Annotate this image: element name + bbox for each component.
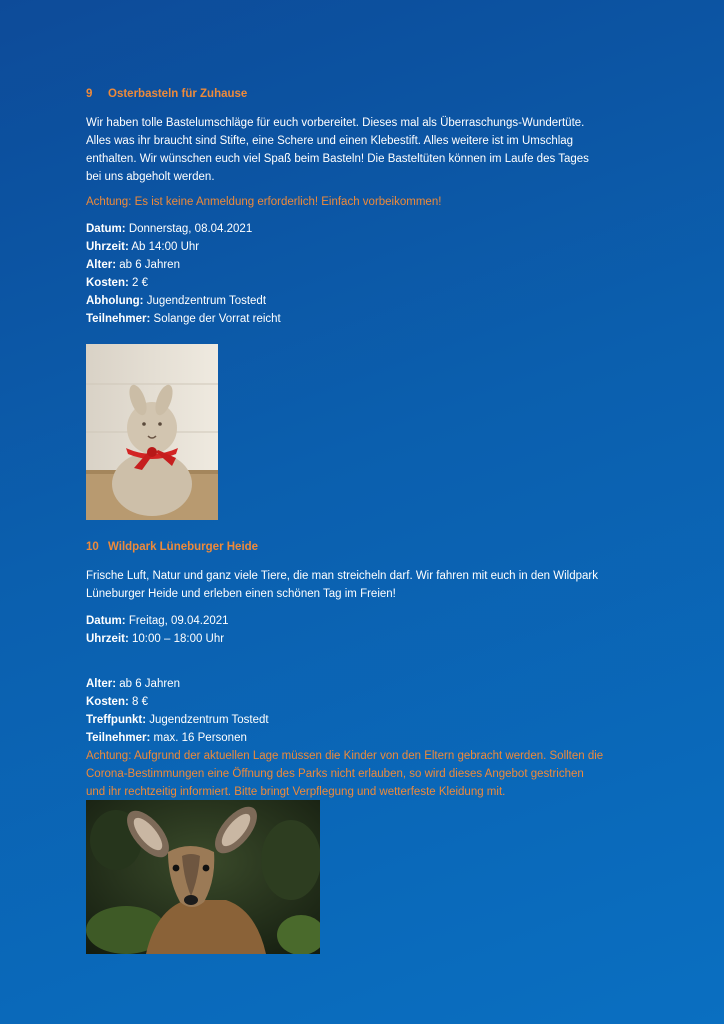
section-10-heading (86, 541, 258, 553)
detail-row-time (86, 630, 229, 648)
section-10-number: 10 (86, 541, 99, 553)
detail-label: Alter: (86, 678, 117, 690)
detail-label: Datum: (86, 223, 126, 235)
section-10-notice (86, 747, 603, 801)
detail-label: Datum: (86, 615, 126, 627)
detail-value: Solange der Vorrat reicht (153, 313, 281, 325)
easter-bunny-photo (86, 344, 218, 520)
detail-row-cost (86, 693, 603, 711)
section-9-details (86, 220, 281, 328)
detail-row-time (86, 238, 281, 256)
detail-row-date (86, 612, 229, 630)
detail-row-age (86, 675, 603, 693)
notice-line: Achtung: Aufgrund der aktuellen Lage müssen die Kinder von den Eltern gebracht werden. Sollten die (86, 750, 604, 762)
detail-value: Jugendzentrum Tostedt (146, 295, 267, 307)
detail-value: max. 16 Personen (153, 732, 247, 744)
detail-label: Uhrzeit: (86, 241, 129, 253)
deer-photo (86, 800, 320, 954)
section-10-details-a (86, 612, 229, 648)
notice-line: und ihr rechtzeitig informiert. Bitte bringt Verpflegung und wetterfeste Kleidung mit. (86, 786, 506, 798)
section-10-description (86, 567, 642, 603)
detail-label: Treffpunkt: (86, 714, 147, 726)
section-9-notice: Achtung: Es ist keine Anmeldung erforderlich! Einfach vorbeikommen! (86, 196, 442, 208)
detail-label: Teilnehmer: (86, 732, 151, 744)
detail-label: Abholung: (86, 295, 144, 307)
detail-row-participants (86, 729, 603, 747)
detail-value: 10:00 – 18:00 Uhr (132, 633, 225, 645)
section-9-description (86, 114, 642, 186)
detail-value: Donnerstag, 08.04.2021 (128, 223, 253, 235)
section-9-title: Osterbasteln für Zuhause (108, 88, 248, 100)
detail-row-age (86, 256, 281, 274)
detail-value: ab 6 Jahren (119, 678, 180, 690)
detail-row-cost (86, 274, 281, 292)
section-10-title: Wildpark Lüneburger Heide (108, 541, 259, 553)
section-9-line: Alles was ihr braucht sind Stifte, eine Schere und einen Klebestift. Alles weitere ist im Umschlag (86, 135, 574, 147)
detail-label: Teilnehmer: (86, 313, 151, 325)
detail-row-meeting-point (86, 711, 603, 729)
detail-row-pickup (86, 292, 281, 310)
detail-value: ab 6 Jahren (119, 259, 180, 271)
detail-label: Uhrzeit: (86, 633, 129, 645)
detail-value: Freitag, 09.04.2021 (128, 615, 229, 627)
section-9-line: enthalten. Wir wünschen euch viel Spaß beim Basteln! Die Basteltüten können im Laufe des Tages (86, 153, 589, 165)
detail-row-date (86, 220, 281, 238)
detail-label: Kosten: (86, 696, 129, 708)
section-10-line: Frische Luft, Natur und ganz viele Tiere, die man streicheln darf. Wir fahren mit euch in den Wildpark (86, 570, 598, 582)
section-10-line: Lüneburger Heide und erleben einen schönen Tag im Freien! (86, 588, 396, 600)
detail-value: 2 € (132, 277, 149, 289)
section-9-line: Wir haben tolle Bastelumschläge für euch vorbereitet. Dieses mal als Überraschungs-Wundertüte. (86, 117, 585, 129)
easter-bunny-image (86, 344, 218, 520)
section-10-details-b (86, 675, 603, 801)
section-9-line: bei uns abgeholt werden. (86, 171, 215, 183)
notice-line: Corona-Bestimmungen eine Öffnung des Parks nicht erlauben, so wird dieses Angebot gestrichen (86, 768, 584, 780)
detail-label: Kosten: (86, 277, 129, 289)
section-9-heading (86, 88, 247, 100)
detail-label: Alter: (86, 259, 117, 271)
deer-image (86, 800, 320, 954)
detail-value: Ab 14:00 Uhr (131, 241, 200, 253)
detail-value: Jugendzentrum Tostedt (149, 714, 269, 726)
detail-value: 8 € (132, 696, 149, 708)
section-9-number: 9 (86, 88, 93, 100)
detail-row-participants (86, 310, 281, 328)
